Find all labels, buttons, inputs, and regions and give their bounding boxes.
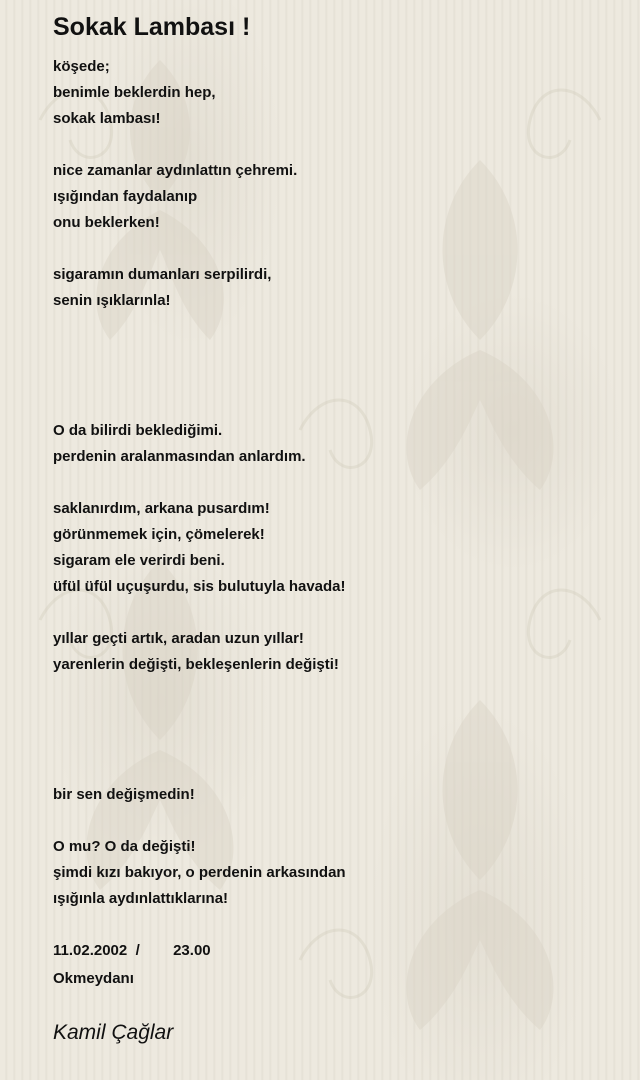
poem-line: nice zamanlar aydınlattın çehremi. xyxy=(53,162,298,179)
poem-line: benimle beklerdin hep, xyxy=(53,84,216,101)
stanza-break xyxy=(53,340,613,366)
stanza-break xyxy=(53,730,613,756)
stanza-break xyxy=(53,392,613,418)
stanza-break xyxy=(53,678,613,704)
poem-line: sokak lambası! xyxy=(53,110,161,127)
poem-title: Sokak Lambası ! xyxy=(53,13,251,41)
poem-place: Okmeydanı xyxy=(53,970,134,987)
stanza-break xyxy=(53,600,613,626)
poem-line: köşede; xyxy=(53,58,110,75)
stanza-break xyxy=(53,236,613,262)
poem-date: 11.02.2002 / 23.00 xyxy=(53,942,211,959)
stanza-break xyxy=(53,704,613,730)
stanza-break xyxy=(53,366,613,392)
poem-line: saklanırdım, arkana pusardım! xyxy=(53,500,270,517)
stanza-break xyxy=(53,132,613,158)
poem-line: yarenlerin değişti, bekleşenlerin değişti! xyxy=(53,656,339,673)
poem-line: ışığından faydalanıp xyxy=(53,188,198,205)
stanza-break xyxy=(53,470,613,496)
poem-body xyxy=(53,54,613,938)
poem-line: O mu? O da değişti! xyxy=(53,838,196,855)
poem-line: şimdi kızı bakıyor, o perdenin arkasından xyxy=(53,864,346,881)
poem-line: senin ışıklarınla! xyxy=(53,292,171,309)
stanza-break xyxy=(53,756,613,782)
poem-line: üfül üfül uçuşurdu, sis bulutuyla havada! xyxy=(53,578,346,595)
poem-line: yıllar geçti artık, aradan uzun yıllar! xyxy=(53,630,304,647)
stanza-break xyxy=(53,912,613,938)
poem-line: ışığınla aydınlattıklarına! xyxy=(53,890,229,907)
stanza-break xyxy=(53,314,613,340)
poem-line: perdenin aralanmasından anlardım. xyxy=(53,448,306,465)
poem-line: onu beklerken! xyxy=(53,214,160,231)
poem-line: bir sen değişmedin! xyxy=(53,786,195,803)
poem-line: O da bilirdi beklediğimi. xyxy=(53,422,223,439)
poem-line: görünmemek için, çömelerek! xyxy=(53,526,265,543)
poem-author[interactable]: Kamil Çağlar xyxy=(53,1021,174,1044)
poem-line: sigaram ele verirdi beni. xyxy=(53,552,225,569)
poem-container xyxy=(53,12,613,1046)
poem-line: sigaramın dumanları serpilirdi, xyxy=(53,266,272,283)
stanza-break xyxy=(53,808,613,834)
